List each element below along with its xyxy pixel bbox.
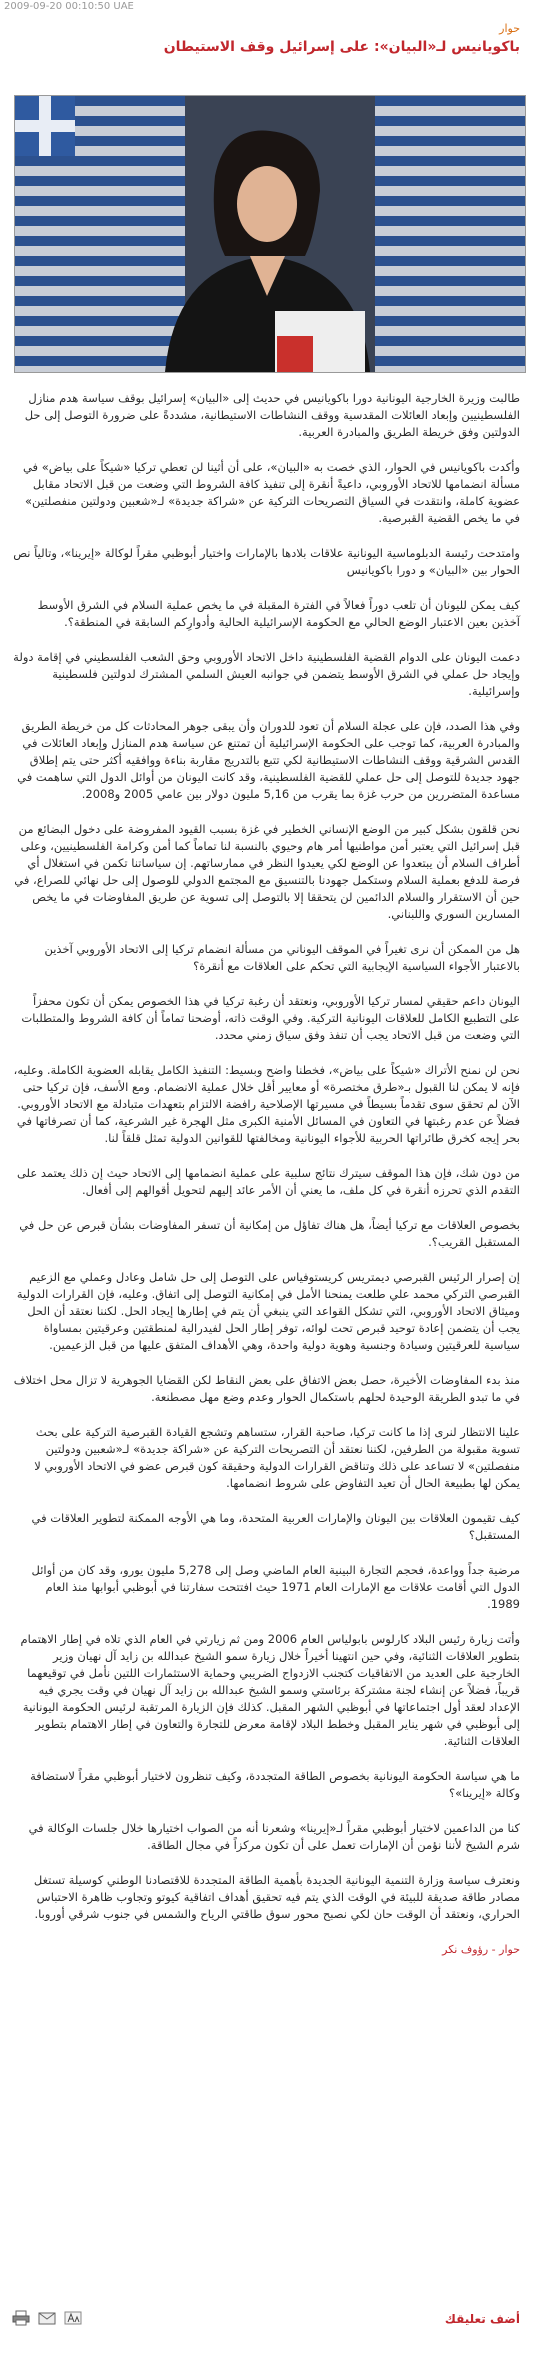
paragraph: من دون شك، فإن هذا الموقف سيترك نتائج سلبية على عملية انضمامها إلى الاتحاد حيث إن ذلك يعتمد على التقدم الذي تحرزه أنقرة في كل ملف، ما يعني أن الأمر عائد إليهم لتحويل أقوالهم إلى أفعال. xyxy=(16,1166,520,1197)
text-size-icon[interactable] xyxy=(64,2310,82,2326)
print-icon[interactable] xyxy=(12,2310,30,2326)
paragraph: وأتت زيارة رئيس البلاد كارلوس بابولياس العام 2006 ومن ثم زيارتي في العام الذي تلاه في إطار الاهتمام بتطوير العلاقات الثنائية، وفي حين انتهينا أخيراً خلال زيارة سمو الشيخ عبدالله بن زايد آل نهيان وزير الخارجية على العديد من الاتفاقيات كتجنب الازدواج الضريبي وحماية الاستثمارات اللتين نأمل في توقيعهما قريباً، فضلاً عن إنشاء لجنة مشتركة برئاستي وسمو الشيخ عبدالله بن زايد آل نهيان في وقت يجري فيه الإعداد لعقد أول اجتماعاتها في أبوظبي الشهر المقبل. كذلك فإن الزيارة المرتقبة لرئيس الحكومة اليونانية إلى أبوظبي في شهر يناير المقبل وخطط البلاد لإقامة معرض للتجارة والتعاون في إطار الاهتمام بتطوير العلاقات الثنائية. xyxy=(20,1632,520,1748)
paragraph: كنا من الداعمين لاختيار أبوظبي مقراً لـ«إيرينا» وشعرنا أنه من الصواب اختيارها خلال جلسات الوكالة في شرم الشيخ لأننا نؤمن أن الإمارات تعمل على أن تكون مركزاً في مجال الطاقة. xyxy=(28,1821,520,1852)
byline: حوار - رؤوف نكر xyxy=(442,1943,520,1956)
article-title: باكويانيس لـ«البيان»: على إسرائيل وقف الاستيطان xyxy=(163,39,520,55)
section-label[interactable]: حوار xyxy=(499,22,520,35)
paragraph: ونعترف سياسة وزارة التنمية اليونانية الجديدة بأهمية الطاقة المتجددة للاقتصادنا الوطني كوسيلة تستغل مصادر طاقة صديقة للبيئة في الوقت الذي يتم فيه تحقيق أهداف اتفاقية كيوتو وتجاوب ظاهرة الاحتباس الحراري، ونعتقد أن الوقت حان لكي نصبح محور سوق طاقتي الرياح والشمس في جنوب شرقي أوروبا. xyxy=(33,1873,520,1921)
email-icon[interactable] xyxy=(38,2310,56,2326)
paragraph: هل من الممكن أن نرى تغيراً في الموقف اليوناني من مسألة انضمام تركيا إلى الاتحاد الأوروبي آخذين بالاعتبار الأجواء السياسية الإيجابية التي تحكم على العلاقات مع أنقرة؟ xyxy=(44,942,520,973)
paragraph: إن إصرار الرئيس القبرصي ديمتريس كريستوفياس على التوصل إلى حل شامل وعادل وعملي مع الزعيم القبرصي التركي محمد علي طلعت يمنحنا الأمل في إمكانية التوصل إلى اتفاق. وعليه، فإن القرارات الدولية وميثاق الاتحاد الأوروبي، التي تشكل القواعد التي ينبغي أن يتم في إطارها إيجاد الحل. لكننا نعتقد أن الحل يجب أن يتضمن إعادة توحيد قبرص تحت لوائه، توفر إطار الحل لفيدرالية لمنطقتين وعرقيتين بمساواة سياسية للعرقيتين وسيادة وجنسية وهوية دولية واحدة، وهي الأهداف المتفق عليها من قبل الزعيمين. xyxy=(16,1270,520,1352)
paragraph: بخصوص العلاقات مع تركيا أيضاً، هل هناك تفاؤل من إمكانية أن تسفر المفاوضات بشأن قبرص عن حل في المستقبل القريب؟. xyxy=(19,1218,520,1249)
paragraph: منذ بدء المفاوضات الأخيرة، حصل بعض الاتفاق على بعض النقاط لكن القضايا الجوهرية لا تزال محل اختلاف في ما تبدو الطريقة الوحيدة لحلهم باستكمال الحوار وعدم وضع مهل مصطنعة. xyxy=(13,1373,520,1404)
article-body xyxy=(10,390,520,1958)
article-header xyxy=(10,14,520,57)
paragraph: وأكدت باكويانيس في الحوار، الذي خصت به «البيان»، على أن أثينا لن تعطي تركيا «شيكاً على بياض» في مسألة انضمامها للاتحاد الأوروبي، داعيةً أنقرة إلى تنفيذ كافة الشروط التي وضعت من قبل الاتحاد مقابل عضوية كاملة، وانتقدت في السياق التصريحات التركية عن «شراكة جديدة» لـ«شعبين ودولتين منفصلتين» في ما يخص القضية القبرصية. xyxy=(22,460,520,525)
paragraph: دعمت اليونان على الدوام القضية الفلسطينية داخل الاتحاد الأوروبي وحق الشعب الفلسطيني في إقامة دولة وإيجاد حل عملي في الشرق الأوسط يتضمن في جوانبه العيش السلمي المشترك لدولتين فلسطينية وإسرائيلية. xyxy=(13,650,520,698)
timestamp: 2009-09-20 00:10:50 UAE xyxy=(4,1,134,12)
paragraph: اليونان داعم حقيقي لمسار تركيا الأوروبي، ونعتقد أن رغبة تركيا في هذا الخصوص يمكن أن تكون محفزاً على التطبيع الكامل للعلاقات اليونانية التركية. وفي الوقت ذاته، أوضحنا تماماً أن كافة الشروط والمتطلبات التي وضعت من قبل الاتحاد يجب أن تنفذ وفق سياق زمني محدد. xyxy=(21,994,520,1042)
paragraph: كيف تقيمون العلاقات بين اليونان والإمارات العربية المتحدة، وما هي الأوجه الممكنة لتطوير العلاقات في المستقبل؟ xyxy=(31,1511,520,1542)
paragraph: طالبت وزيرة الخارجية اليونانية دورا باكويانيس في حديث إلى «البيان» إسرائيل بوقف سياسة هدم منازل الفلسطينيين وإبعاد العائلات المقدسية ووقف النشاطات الاستيطانية، مشددةً على ضرورة التوصل إلى حل الدولتين وفق خريطة الطريق والمبادرة العربية. xyxy=(24,391,520,439)
paragraph: نحن قلقون بشكل كبير من الوضع الإنساني الخطير في غزة بسبب القيود المفروضة على دخول البضائع من قبل إسرائيل التي يعتبر أمن مواطنيها أمر هام وحيوي بالنسبة لنا تماماً كما أمن وكرامة الفلسطينيين، وعلى أطراف السلام أن يبتعدوا عن الوضع لكي يعيدوا النظر في ممارساتهم. إن سياساتنا تكمن في استغلال أي فرصة للدفع بعملية السلام وستكمل جهودنا بالتنسيق مع المجتمع الدولي للوصول إلى حل نهائي للصراع، في حين أن الاستقرار والسلام الدائمين لن يتحققا إلا بالتوصل إلى تسوية عن طريق المفاوضات في ما يخص المسارين السوري واللبناني. xyxy=(14,822,520,921)
paragraph: ما هي سياسة الحكومة اليونانية بخصوص الطاقة المتجددة، وكيف تنظرون لاختيار أبوظبي مقراً لاستضافة وكالة «إيرينا»؟ xyxy=(30,1769,520,1800)
paragraph: كيف يمكن لليونان أن تلعب دوراً فعالاً في الفترة المقبلة في ما يخص عملية السلام في الشرق الأوسط آخذين بعين الاعتبار الوضع الحالي مع الحكومة الإسرائيلية الحالية وأدوارِكم السابقة في المنطقة؟. xyxy=(37,598,520,629)
article-toolbar xyxy=(12,2310,82,2326)
paragraph: مرضية جداً وواعدة، فحجم التجارة البينية العام الماضي وصل إلى 5,278 مليون يورو، وقد كان من أوائل الدول التي أقامت علاقات مع الإمارات العام 1971 حيث افتتحت سفارتنا في أبوظبي أبوابها منذ العام 1989. xyxy=(31,1563,520,1611)
article-photo xyxy=(14,95,526,373)
paragraph: نحن لن نمنح الأتراك «شيكاً على بياض»، فخطنا واضح وبسيط: التنفيذ الكامل يقابله العضوية الكاملة. وعليه، فإنه لا يمكن لنا القبول بـ«طرق مختصرة» أو معايير أقل خلال عملية الانضمام. ومع الأسف، فإن تركيا حتى الآن لم تحقق سوى تقدماً بسيطاً في مسيرتها الإصلاحية رافضة الالتزام بتعهدات متبادلة مع الاتحاد الأوروبي. فضلاً عن عدم رغبتها في التعاون في المسائل الأمنية الكبرى مثل الهجرة غير الشرعية، كما أن تصرفاتها في بحر إيجه كخرق طائراتها الحربية للأجواء اليونانية ومخالفتها للقوانين الدولية تمثل قلقاً لنا. xyxy=(13,1063,520,1145)
paragraph: علينا الانتظار لنرى إذا ما كانت تركيا، صاحبة القرار، ستساهم وتشجع القيادة القبرصية التركية على بحث تسوية مقبولة من الطرفين، لكننا نعتقد أن التصريحات التركية عن «شراكة جديدة» لـ«شعبين ودولتين منفصلتين» لا تساعد على ذلك وتناقض القرارات الدولية وحقيقة كون قبرص عضو في الاتحاد الأوروبي لا يمكن لها بطبيعة الحال أن تعيد التفاوض على شروط انضمامها. xyxy=(34,1425,520,1490)
add-comment-link[interactable]: أضف تعليقك xyxy=(444,2312,520,2326)
paragraph: وامتدحت رئيسة الدبلوماسية اليونانية علاقات بلادها بالإمارات واختيار أبوظبي مقراً لوكالة «إيرينا»، وتالياً نص الحوار بين «البيان» و دورا باكويانيس xyxy=(13,546,520,577)
paragraph: وفي هذا الصدد، فإن على عجلة السلام أن تعود للدوران وأن يبقى جوهر المحادثات كل من خريطة الطريق والمبادرة العربية، كما توجب على الحكومة الإسرائيلية أن تمتنع عن سياسة هدم المنازل وإبعاد العائلات في القدس الشرقية ووقف النشاطات الاستيطانية لكي تتبع بالتدريج مقاربة بناءة ووافقيه أكثر حتى يتم إطلاق جهود جديدة للتوصل إلى حل عملي للقضية الفلسطينية، وقد كانت اليونان من أوائل الدول التي ساهمت في مساعدة المتضررين من حرب غزة بما يقرب من 5,16 مليون دولار بين عامي 2005 و2008. xyxy=(17,719,520,801)
